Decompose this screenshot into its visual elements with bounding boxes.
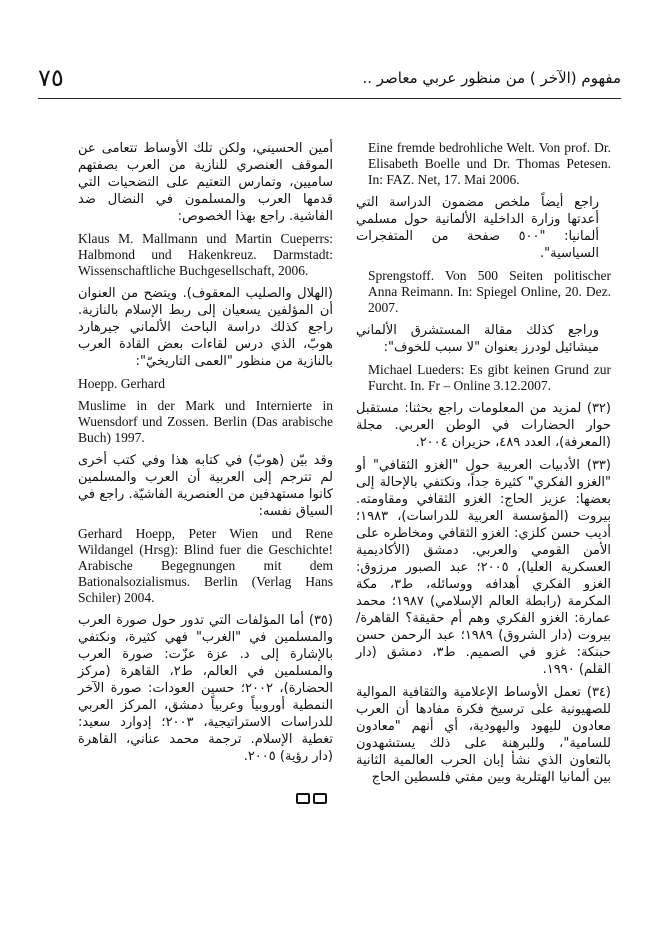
right-column [356, 140, 611, 792]
footer-square-icon [296, 793, 310, 804]
header-rule [38, 98, 621, 99]
reference-latin: Gerhard Hoepp, Peter Wien und Rene Wildangel (Hrsg): Blind fuer die Geschichte! Arabische Begegnungen mit dem Bationalsozialismus. Berlin (Verlag Hans Schiler) 2004. [78, 526, 333, 605]
reference-latin: Sprengstoff. Von 500 Seiten politischer Anna Reimann. In: Spiegel Online, 20. Dez. 2007. [368, 268, 611, 315]
footnote-32: (٣٢) لمزيد من المعلومات راجع بحثنا: مستقبل حوار الحضارات في الوطن العربي. مجلة (المعرفة)، العدد ٤٨٩، حزيران ٢٠٠٤. [356, 401, 611, 450]
reference-latin: Muslime in der Mark und Internierte in Wuensdorf und Zossen. Berlin (Das arabische Buch) 1997. [78, 398, 333, 445]
footnote-paragraph: وراجع كذلك مقالة المستشرق الألماني ميشائيل لودرز بعنوان "لا سبب للخوف": [356, 323, 599, 355]
left-column [78, 140, 333, 771]
footnote-paragraph: راجع أيضاً ملخص مضمون الدراسة التي أعدتها وزارة الداخلية الألمانية حول مسلمي ألمانيا: "٥٠٠ صفحة من المتفجرات السياسية". [356, 195, 599, 261]
footer-square-icon [313, 793, 327, 804]
reference-latin: Klaus M. Mallmann und Martin Cueperrs: Halbmond und Hakenkreuz. Darmstadt: Wissenschaftliche Buchgesellschaft, 2006. [78, 231, 333, 278]
reference-latin: Michael Lueders: Es gibt keinen Grund zur Furcht. In. Fr – Online 3.12.2007. [368, 362, 611, 393]
reference-author: Hoepp. Gerhard [78, 376, 165, 391]
footnote-35: (٣٥) أما المؤلفات التي تدور حول صورة العرب والمسلمين في "الغرب" فهي كثيرة، ونكتفي بالإشارة إلى د. عزة عزّت: صورة العرب والمسلمين في العالم، ط٢، القاهرة (مركز الحضارة)، ٢٠٠٢؛ حسين العودات: صورة الآخر النمطية أوروبياً وعربياً دمشق، المركز العربي للدراسات الاستراتيجية، ٢٠٠٣؛ إدوارد سعيد: تغطية الإسلام. ترجمة محمد عناني، القاهرة (دار رؤية) ٢٠٠٥. [78, 613, 333, 764]
reference-latin: Eine fremde bedrohliche Welt. Von prof. Dr. Elisabeth Boelle und Dr. Thomas Petesen. In: FAZ. Net, 17. Mai 2006. [368, 140, 611, 187]
page-header [38, 64, 621, 92]
footnote-34: (٣٤) تعمل الأوساط الإعلامية والثقافية الموالية للصهيونية على ترسيخ فكرة مفادها أن العرب معادون لليهود واليهودية، أي أنهم "معادون للسامية"، وللبرهنة على ذلك يستشهدون بالتعاون الذي نشأ إبان الحرب العالمية الثانية بين ألمانيا الهتلرية وبين مفتي فلسطين الحاج [356, 685, 611, 785]
footnote-paragraph: (الهلال والصليب المعقوف). ويتضح من العنوان أن المؤلفين يسعيان إلى ربط الإسلام بالنازية. راجع كذلك دراسة الباحث الألماني جيرهارد هوبّ، الذي درس لقاءات بعض القادة العرب بالنازية من منظور "العمى التاريخيّ": [78, 286, 333, 369]
footnote-continuation: أمين الحسيني، ولكن تلك الأوساط تتعامى عن الموقف العنصري للنازية من العرب بصفتهم ساميين، وتمارس التعتيم على التضحيات التي قدمها العرب والمسلمون في النضال ضد الفاشية. راجع بهذا الخصوص: [78, 141, 333, 224]
running-title: مفهوم (الآخر ) من منظور عربي معاصر .. [362, 69, 621, 87]
footer-ornament [296, 793, 336, 807]
page-number: ٧٥ [38, 64, 64, 92]
footnote-paragraph: وقد بيّن (هوبّ) في كتابه هذا وفي كتب أخرى لم تترجم إلى العربية أن العرب والمسلمين كانوا مستهدفين من العنصرية الفاشيّة. راجع في السياق نفسه: [78, 453, 333, 519]
footnote-33: (٣٣) الأدبيات العربية حول "الغزو الثقافي" أو "الغزو الفكري" كثيرة جداً، ونكتفي بالإحالة إلى بعضها: عزيز الحاج: الغزو الثقافي ومقاومته. بيروت (المؤسسة العربية للدراسات)، ١٩٨٣؛ أديب حسن كلزي: الغزو الثقافي ومخاطره على الأمن القومي والعربي. دمشق (الأكاديمية العسكرية العليا)، ٢٠٠٥؛ عبد الصبور مرزوق: الغزو الفكري أهدافه ووسائله، ط٣، مكة المكرمة (رابطة العالم الإسلامي) ١٩٨٧؛ محمد عمارة: الغزو الفكري وهم أم حقيقة؟ القاهرة/بيروت (دار الشروق) ١٩٨٩؛ عبد الرحمن حسن حبنكة: غزو في الصميم. ط٣، دمشق (دار القلم) ١٩٩٠. [356, 458, 611, 677]
